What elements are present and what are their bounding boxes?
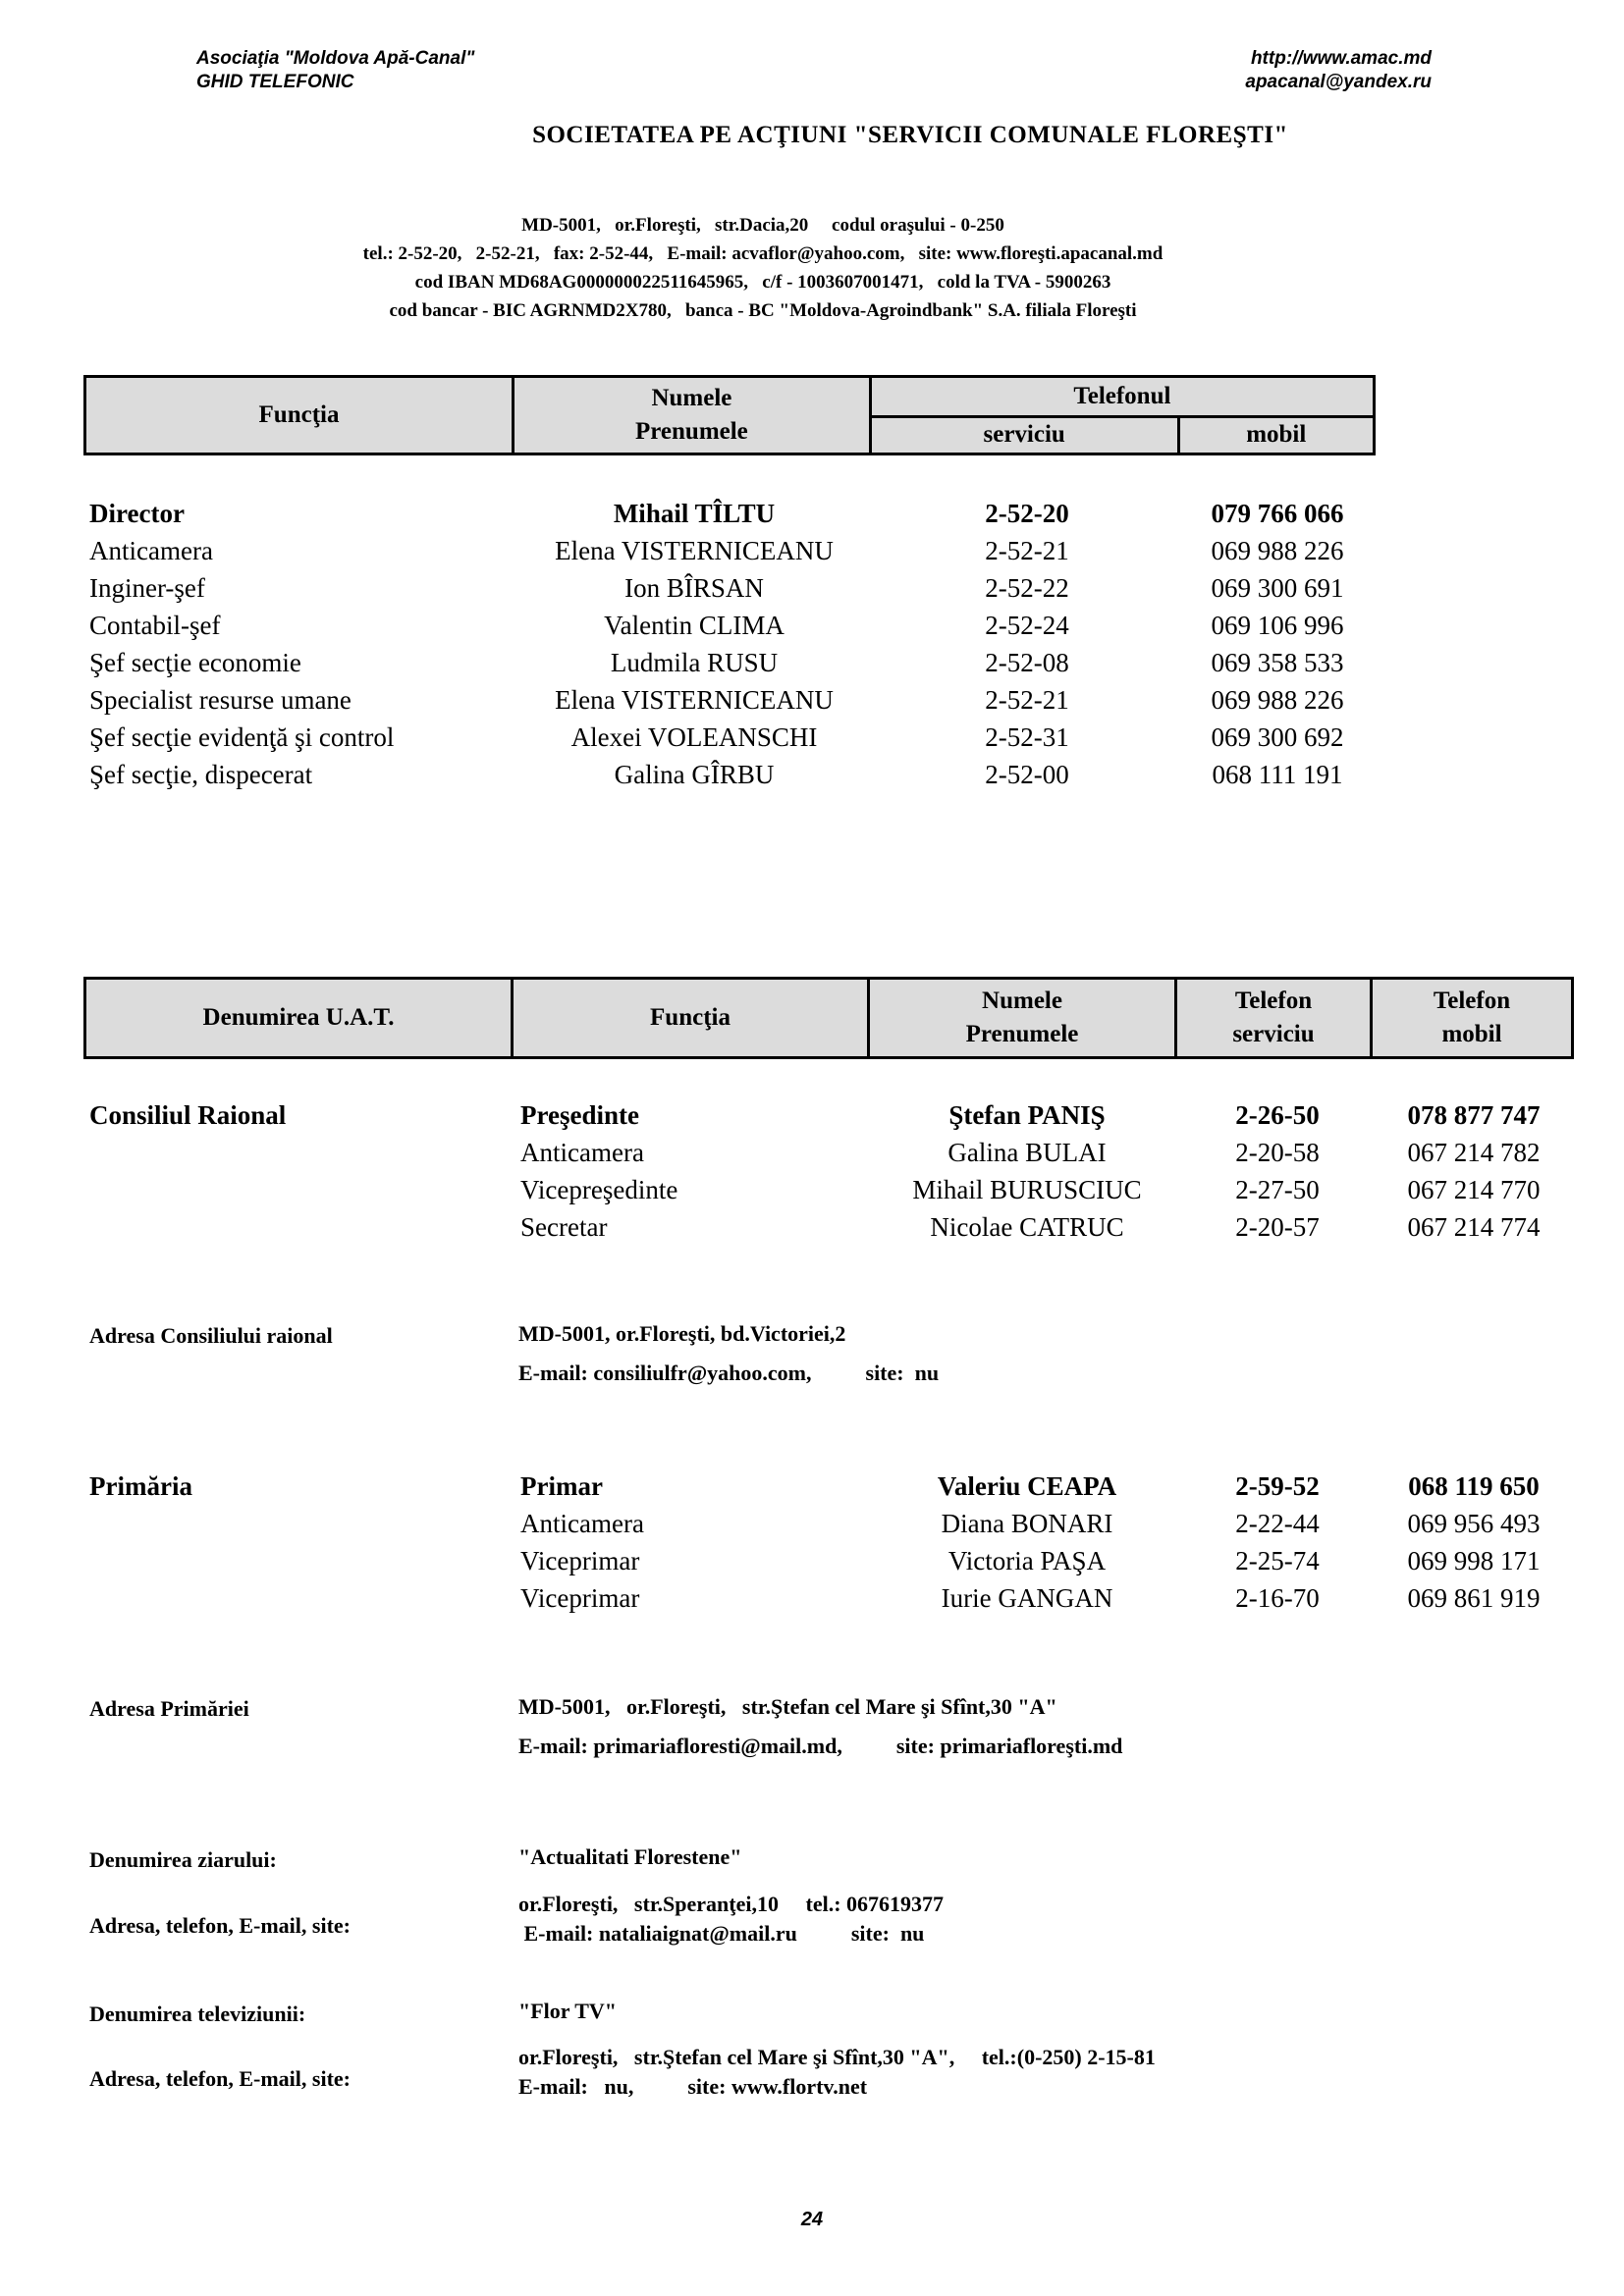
staff-phone-service: 2-52-00: [985, 760, 1069, 789]
col-mobil: mobil: [1178, 416, 1374, 454]
table-row: [0, 1097, 1624, 1133]
contact-line: cod IBAN MD68AG000000022511645965, c/f - 1003607001471, cold la TVA - 5900263: [414, 272, 1111, 293]
tv-name-label: Denumirea televiziunii:: [89, 2002, 306, 2026]
uat-phone-service: 2-59-52: [1235, 1471, 1320, 1501]
uat-phone-mobile: 067 214 770: [1407, 1175, 1541, 1204]
uat-function: Vicepreşedinte: [520, 1175, 678, 1204]
contact-line: tel.: 2-52-20, 2-52-21, fax: 2-52-44, E-mail: acvaflor@yahoo.com, site: www.floreşti.apacanal.md: [362, 243, 1164, 264]
staff-function: Şef secţie evidenţă şi control: [89, 722, 395, 752]
col-functia: Funcţia: [85, 377, 514, 454]
staff-name: Mihail TÎLTU: [613, 499, 776, 528]
staff-phone-service: 2-52-22: [985, 573, 1069, 603]
org-name: Asociaţia "Moldova Apă-Canal": [196, 48, 475, 69]
uat-phone-service: 2-27-50: [1235, 1175, 1320, 1204]
uat-person-name: Valeriu CEAPA: [937, 1471, 1117, 1501]
newspaper-address-label: Adresa, telefon, E-mail, site:: [89, 1913, 351, 1938]
staff-phone-service: 2-52-21: [985, 536, 1069, 565]
staff-table-header: [83, 375, 1376, 455]
uat-phone-service: 2-20-58: [1235, 1138, 1320, 1167]
col-numele: Numele: [982, 988, 1062, 1014]
contact-line: cod bancar - BIC AGRNMD2X780, banca - BC "Moldova-Agroindbank" S.A. filiala Floreşti: [389, 300, 1137, 321]
tv-name: "Flor TV": [518, 1999, 618, 2023]
col-telefon-label: Telefon: [1433, 988, 1511, 1014]
uat-function: Viceprimar: [520, 1546, 640, 1575]
uat-person-name: Galina BULAI: [947, 1138, 1107, 1167]
staff-phone-service: 2-52-08: [985, 648, 1069, 677]
newspaper-email-site: E-mail: nataliaignat@mail.ru site: nu: [518, 1921, 925, 1946]
col-telefonul: Telefonul: [870, 377, 1374, 417]
staff-phone-mobile: 069 988 226: [1211, 536, 1344, 565]
tv-address: or.Floreşti, str.Ştefan cel Mare şi Sfînt,30 "A", tel.:(0-250) 2-15-81: [518, 2045, 1156, 2069]
col-serviciu: serviciu: [870, 416, 1178, 454]
page-header-right: [1245, 47, 1432, 94]
uat-phone-mobile: 069 956 493: [1407, 1509, 1541, 1538]
staff-name: Elena VISTERNICEANU: [555, 536, 834, 565]
primaria-email-site: E-mail: primariafloresti@mail.md, site: primariafloreşti.md: [518, 1734, 1123, 1758]
uat-function: Preşedinte: [520, 1100, 639, 1130]
staff-phone-mobile: 068 111 191: [1212, 760, 1343, 789]
table-row: [0, 608, 1624, 643]
table-row: [0, 720, 1624, 755]
uat-person-name: Ştefan PANIŞ: [948, 1100, 1106, 1130]
staff-function: Contabil-şef: [89, 611, 221, 640]
staff-phone-mobile: 069 988 226: [1211, 685, 1344, 715]
col-serviciu-label: serviciu: [1232, 1021, 1315, 1047]
col-numele: Numele: [651, 385, 732, 411]
uat-person-name: Diana BONARI: [941, 1509, 1113, 1538]
uat-phone-service: 2-26-50: [1235, 1100, 1320, 1130]
uat-name: Primăria: [89, 1471, 192, 1501]
table-row: [0, 1209, 1624, 1245]
page-number: 24: [800, 2209, 824, 2230]
uat-function: Primar: [520, 1471, 603, 1501]
newspaper-name-label: Denumirea ziarului:: [89, 1847, 277, 1872]
uat-phone-service: 2-25-74: [1235, 1546, 1320, 1575]
table-row: [0, 496, 1624, 531]
uat-person-name: Iurie GANGAN: [941, 1583, 1113, 1613]
uat-person-name: Nicolae CATRUC: [930, 1212, 1124, 1242]
table-row: [0, 1580, 1624, 1616]
table-row: [0, 1506, 1624, 1541]
tv-address-label: Adresa, telefon, E-mail, site:: [89, 2066, 351, 2091]
uat-table-header: [83, 977, 1574, 1059]
table-row: [0, 1543, 1624, 1578]
staff-function: Director: [89, 499, 185, 528]
staff-phone-service: 2-52-21: [985, 685, 1069, 715]
col-mobil-label: mobil: [1441, 1021, 1502, 1047]
staff-phone-mobile: 079 766 066: [1211, 499, 1344, 528]
staff-name: Valentin CLIMA: [604, 611, 785, 640]
uat-phone-mobile: 069 998 171: [1407, 1546, 1541, 1575]
table-row: [0, 682, 1624, 718]
staff-function: Inginer-şef: [89, 573, 205, 603]
primaria-address: MD-5001, or.Floreşti, str.Ştefan cel Mare şi Sfînt,30 "A": [518, 1694, 1057, 1719]
staff-name: Ion BÎRSAN: [624, 573, 764, 603]
staff-function: Şef secţie economie: [89, 648, 301, 677]
col-telefon-serviciu: [1176, 979, 1372, 1058]
table-row: [0, 533, 1624, 568]
company-contact-block: [147, 211, 1379, 325]
staff-phone-mobile: 069 300 691: [1211, 573, 1344, 603]
company-title: SOCIETATEA PE ACŢIUNI "SERVICII COMUNALE FLOREŞTI": [532, 122, 1288, 148]
uat-person-name: Victoria PAŞA: [947, 1546, 1107, 1575]
primaria-address-label: Adresa Primăriei: [89, 1696, 249, 1721]
col-uat: Denumirea U.A.T.: [85, 979, 513, 1058]
staff-function: Specialist resurse umane: [89, 685, 352, 715]
staff-name: Elena VISTERNICEANU: [555, 685, 834, 715]
consiliul-email-site: E-mail: consiliulfr@yahoo.com, site: nu: [518, 1361, 940, 1385]
consiliul-address-label: Adresa Consiliului raional: [89, 1323, 333, 1348]
table-row: [0, 1135, 1624, 1170]
newspaper-name: "Actualitati Florestene": [518, 1844, 742, 1869]
guide-title: GHID TELEFONIC: [196, 72, 354, 92]
staff-phone-mobile: 069 300 692: [1211, 722, 1344, 752]
staff-phone-mobile: 069 358 533: [1211, 648, 1344, 677]
staff-name: Galina GÎRBU: [614, 760, 775, 789]
uat-function: Anticamera: [520, 1509, 644, 1538]
uat-phone-service: 2-16-70: [1235, 1583, 1320, 1613]
uat-phone-service: 2-20-57: [1235, 1212, 1320, 1242]
uat-phone-mobile: 078 877 747: [1407, 1100, 1541, 1130]
org-email[interactable]: apacanal@yandex.ru: [1245, 72, 1432, 92]
col-telefon-mobil: [1372, 979, 1573, 1058]
col-numele-prenumele: [869, 979, 1176, 1058]
uat-function: Viceprimar: [520, 1583, 640, 1613]
staff-name: Alexei VOLEANSCHI: [570, 722, 818, 752]
uat-phone-mobile: 067 214 782: [1407, 1138, 1541, 1167]
org-url[interactable]: http://www.amac.md: [1250, 48, 1432, 69]
uat-person-name: Mihail BURUSCIUC: [912, 1175, 1142, 1204]
col-numele-prenumele: [513, 377, 870, 454]
col-prenumele: Prenumele: [635, 418, 748, 445]
staff-function: Anticamera: [89, 536, 213, 565]
col-prenumele: Prenumele: [965, 1021, 1079, 1047]
staff-phone-mobile: 069 106 996: [1211, 611, 1344, 640]
uat-function: Secretar: [520, 1212, 608, 1242]
table-row: [0, 1172, 1624, 1207]
table-row: [0, 1468, 1624, 1504]
staff-phone-service: 2-52-20: [985, 499, 1069, 528]
uat-function: Anticamera: [520, 1138, 644, 1167]
table-row: [0, 757, 1624, 792]
uat-name: Consiliul Raional: [89, 1100, 287, 1130]
newspaper-address: or.Floreşti, str.Speranţei,10 tel.: 067619377: [518, 1892, 945, 1916]
staff-phone-service: 2-52-24: [985, 611, 1069, 640]
table-row: [0, 645, 1624, 680]
staff-function: Şef secţie, dispecerat: [89, 760, 313, 789]
staff-name: Ludmila RUSU: [610, 648, 779, 677]
staff-phone-service: 2-52-31: [985, 722, 1069, 752]
uat-phone-mobile: 068 119 650: [1408, 1471, 1540, 1501]
tv-email-site: E-mail: nu, site: www.flortv.net: [518, 2074, 868, 2099]
page-header-left: [196, 47, 474, 94]
col-functia: Funcţia: [513, 979, 869, 1058]
col-telefon-label: Telefon: [1234, 988, 1313, 1014]
uat-phone-mobile: 067 214 774: [1407, 1212, 1541, 1242]
uat-phone-mobile: 069 861 919: [1407, 1583, 1541, 1613]
table-row: [0, 570, 1624, 606]
uat-phone-service: 2-22-44: [1235, 1509, 1320, 1538]
contact-line: MD-5001, or.Floreşti, str.Dacia,20 codul oraşului - 0-250: [521, 215, 1004, 236]
consiliul-address: MD-5001, or.Floreşti, bd.Victoriei,2: [518, 1321, 846, 1346]
